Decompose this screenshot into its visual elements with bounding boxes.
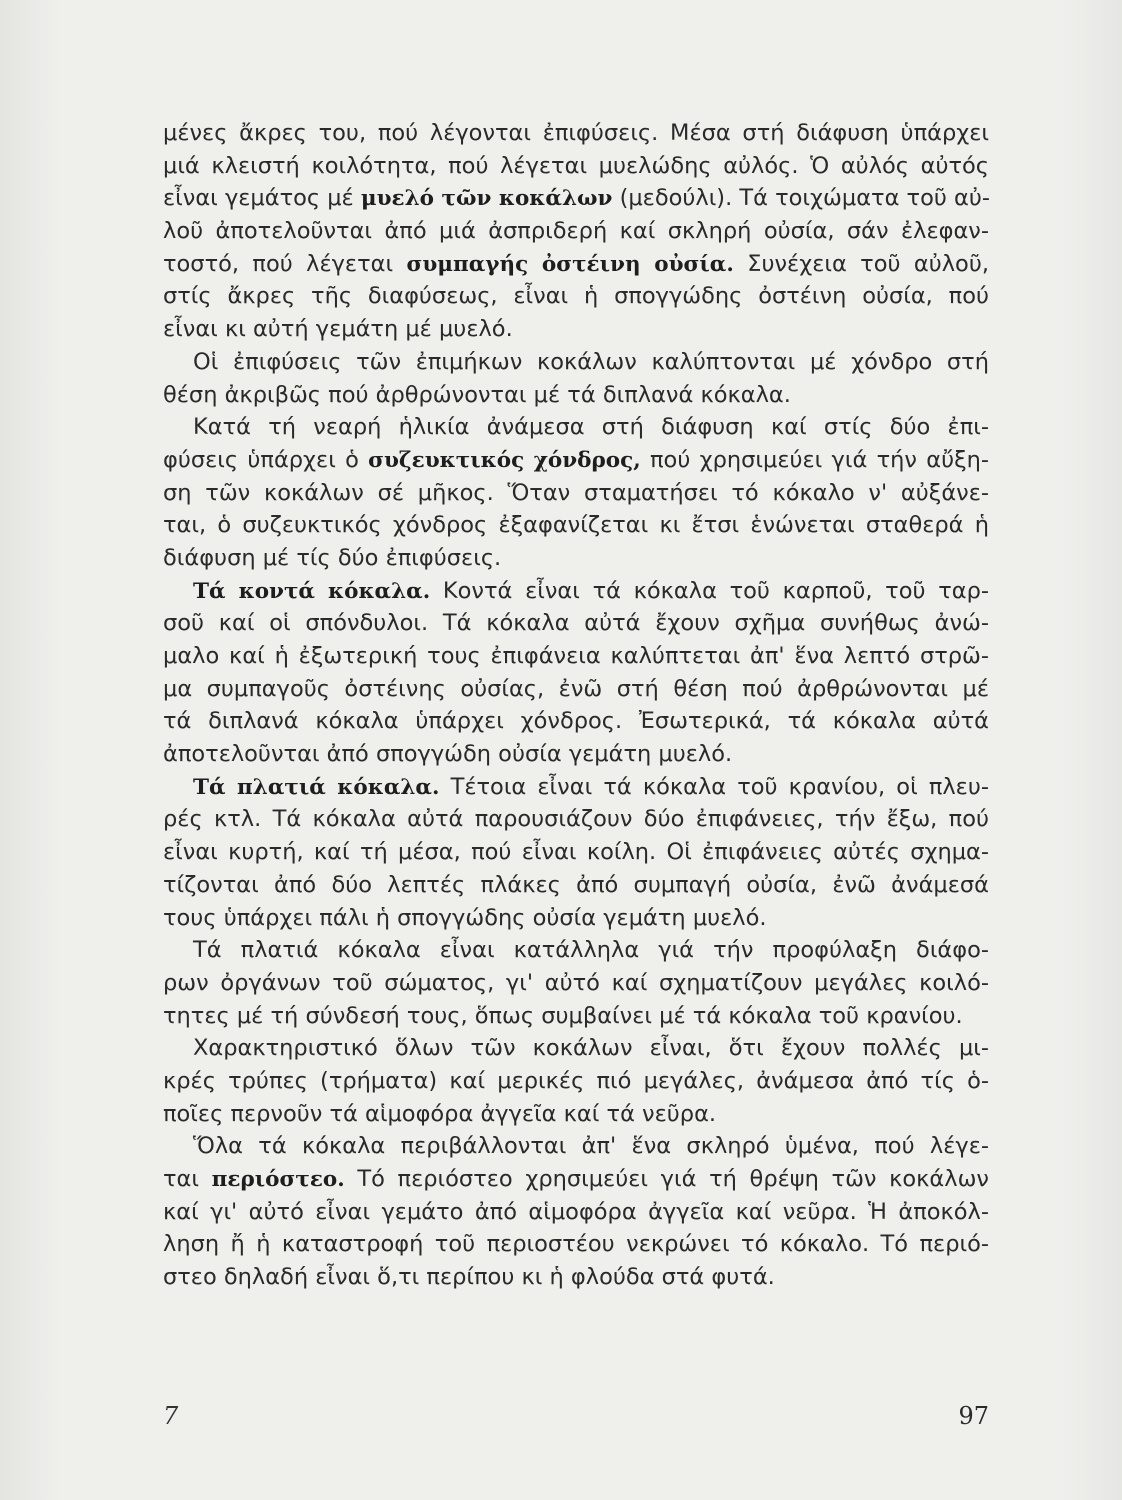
text-line (163, 1163, 989, 1196)
text-run: θέση ἀκριβῶς πού ἀρθρώνονται μέ τά διπλανά κόκαλα. (163, 381, 791, 408)
bold-term: συμπαγής ὀστέινη οὐσία. (406, 251, 734, 277)
text-run: Κοντά εἶναι τά κόκαλα τοῦ καρποῦ, τοῦ ταρ- (430, 577, 989, 604)
text-run: τους ὑπάρχει πάλι ἡ σπογγώδης οὐσία γεμάτη μυελό. (163, 904, 767, 931)
body-text (163, 117, 989, 1294)
text-run: ρων ὀργάνων τοῦ σώματος, γι' αὐτό καί σχηματίζουν μεγάλες κοιλό- (163, 969, 989, 996)
text-run: (μεδούλι). Τά τοιχώματα τοῦ αὐ- (612, 185, 991, 212)
text-run: πού χρησιμεύει γιά τήν αὔξη- (640, 446, 990, 473)
text-line (163, 575, 989, 608)
text-line (163, 117, 989, 150)
text-run: σοῦ καί οἱ σπόνδυλοι. Τά κόκαλα αὐτά ἔχουν σχῆμα συνήθως ἀνώ- (163, 610, 989, 637)
page-number: 97 (958, 1402, 989, 1430)
text-run: Κατά τή νεαρή ἡλικία ἀνάμεσα στή διάφυση καί στίς δύο ἐπι- (193, 414, 989, 441)
text-run: ται, ὁ συζευκτικός χόνδρος ἐξαφανίζεται κι ἔτσι ἑνώνεται σταθερά ἡ (163, 512, 989, 539)
text-run: εἶναι κι αὐτή γεμάτη μέ μυελό. (163, 316, 513, 343)
text-line (163, 182, 989, 215)
paragraph (163, 117, 989, 346)
text-line (163, 1065, 989, 1098)
signature-mark: 7 (163, 1402, 179, 1430)
text-run: ται (163, 1166, 212, 1192)
text-run: ση τῶν κοκάλων σέ μῆκος. Ὅταν σταματήσει τό κόκαλο ν' αὐξάνε- (163, 479, 989, 506)
text-run: Οἱ ἐπιφύσεις τῶν ἐπιμήκων κοκάλων καλύπτονται μέ χόνδρο στή (193, 348, 989, 375)
text-run: λοῦ ἀποτελοῦνται ἀπό μιά ἀσπριδερή καί σκληρή οὐσία, σάν ἐλεφαν- (163, 218, 989, 245)
text-run: καί γι' αὐτό εἶναι γεμάτο ἀπό αἱμοφόρα ἀγγεῖα καί νεῦρα. Ἡ ἀποκόλ- (163, 1198, 989, 1225)
text-line (163, 967, 989, 1000)
text-line (163, 313, 989, 346)
text-run: φύσεις ὑπάρχει ὁ (163, 446, 369, 473)
paragraph (163, 1032, 989, 1130)
text-run: ποῖες περνοῦν τά αἱμοφόρα ἀγγεῖα καί τά νεῦρα. (163, 1100, 717, 1127)
bold-term: μυελό τῶν κοκάλων (360, 186, 613, 212)
text-line (163, 1098, 989, 1131)
text-run: Τό περιόστεο χρησιμεύει γιά τή θρέψη τῶν κοκάλων (344, 1166, 989, 1192)
text-run: μιά κλειστή κοιλότητα, πού λέγεται μυελώδης αὐλός. Ὁ αὐλός αὐτός (163, 152, 989, 179)
text-line (163, 1130, 989, 1163)
text-line (163, 836, 989, 869)
text-line (163, 607, 989, 640)
bold-term: περιόστεο. (211, 1167, 345, 1192)
text-line (163, 542, 989, 575)
text-line (163, 1228, 989, 1261)
text-line (163, 705, 989, 738)
text-line (163, 1000, 989, 1033)
text-line (163, 1196, 989, 1229)
text-line (163, 771, 989, 804)
text-line (163, 1261, 989, 1294)
text-line (163, 477, 989, 510)
text-run: εἶναι γεμάτος μέ (163, 185, 361, 212)
text-run: μαλο καί ἡ ἐξωτερική τους ἐπιφάνεια καλύπτεται ἀπ' ἕνα λεπτό στρῶ- (163, 643, 989, 669)
text-line (163, 902, 989, 935)
text-run: Χαρακτηριστικό ὅλων τῶν κοκάλων εἶναι, ὅτι ἔχουν πολλές μι- (193, 1035, 989, 1062)
text-line (163, 934, 989, 967)
text-run: Τέτοια εἶναι τά κόκαλα τοῦ κρανίου, οἱ πλευ- (439, 773, 989, 800)
paragraph (163, 771, 989, 934)
text-line (163, 379, 989, 412)
text-line (163, 444, 989, 477)
text-run: μένες ἄκρες του, πού λέγονται ἐπιφύσεις. Μέσα στή διάφυση ὑπάρχει (163, 120, 989, 146)
text-run: Συνέχεια τοῦ αὐλοῦ, (733, 250, 989, 277)
text-run: στεο δηλαδή εἶναι ὅ,τι περίπου κι ἡ φλούδα στά φυτά. (163, 1264, 775, 1291)
text-line (163, 215, 989, 248)
text-run: τητες μέ τή σύνδεσή τους, ὅπως συμβαίνει μέ τά κόκαλα τοῦ κρανίου. (163, 1002, 963, 1029)
text-line (163, 673, 989, 706)
text-line (163, 509, 989, 542)
text-line (163, 248, 989, 281)
paragraph (163, 346, 989, 411)
text-run: τοστό, πού λέγεται (163, 250, 407, 277)
text-run: εἶναι κυρτή, καί τή μέσα, πού εἶναι κοίλη. Οἱ ἐπιφάνειες αὐτές σχημα- (163, 839, 989, 866)
paragraph (163, 411, 989, 574)
text-run: ρές κτλ. Τά κόκαλα αὐτά παρουσιάζουν δύο ἐπιφάνειες, τήν ἔξω, πού (163, 806, 989, 833)
paragraph (163, 575, 989, 771)
text-run: Ὅλα τά κόκαλα περιβάλλονται ἀπ' ἕνα σκληρό ὑμένα, πού λέγε- (193, 1133, 989, 1160)
text-run: ληση ἤ ἡ καταστροφή τοῦ περιοστέου νεκρώνει τό κόκαλο. Τό περιό- (163, 1231, 989, 1258)
text-run: κρές τρύπες (τρήματα) καί μερικές πιό μεγάλες, ἀνάμεσα ἀπό τίς ὁ- (163, 1067, 989, 1094)
bold-term: Τά πλατιά κόκαλα. (193, 774, 440, 800)
text-line (163, 738, 989, 771)
text-run: στίς ἄκρες τῆς διαφύσεως, εἶναι ἡ σπογγώδης ὀστέινη οὐσία, πού (163, 283, 989, 310)
text-line (163, 640, 989, 673)
bold-term: συζευκτικός χόνδρος, (368, 447, 641, 473)
text-line (163, 346, 989, 379)
text-line (163, 280, 989, 313)
text-run: τίζονται ἀπό δύο λεπτές πλάκες ἀπό συμπαγή οὐσία, ἐνῶ ἀνάμεσά (163, 871, 989, 898)
bold-term: Τά κοντά κόκαλα. (193, 578, 431, 604)
paragraph (163, 1130, 989, 1293)
paragraph (163, 934, 989, 1032)
text-line (163, 803, 989, 836)
text-run: ἀποτελοῦνται ἀπό σπογγώδη οὐσία γεμάτη μυελό. (163, 741, 733, 768)
text-run: διάφυση μέ τίς δύο ἐπιφύσεις. (163, 544, 502, 571)
text-line (163, 411, 989, 444)
text-run: τά διπλανά κόκαλα ὑπάρχει χόνδρος. Ἐσωτερικά, τά κόκαλα αὐτά (163, 708, 989, 735)
text-line (163, 150, 989, 183)
text-run: μα συμπαγοῦς ὀστέινης οὐσίας, ἐνῶ στή θέση πού ἀρθρώνονται μέ (163, 675, 989, 702)
text-line (163, 869, 989, 902)
text-line (163, 1032, 989, 1065)
text-run: Τά πλατιά κόκαλα εἶναι κατάλληλα γιά τήν προφύλαξη διάφο- (193, 937, 989, 964)
